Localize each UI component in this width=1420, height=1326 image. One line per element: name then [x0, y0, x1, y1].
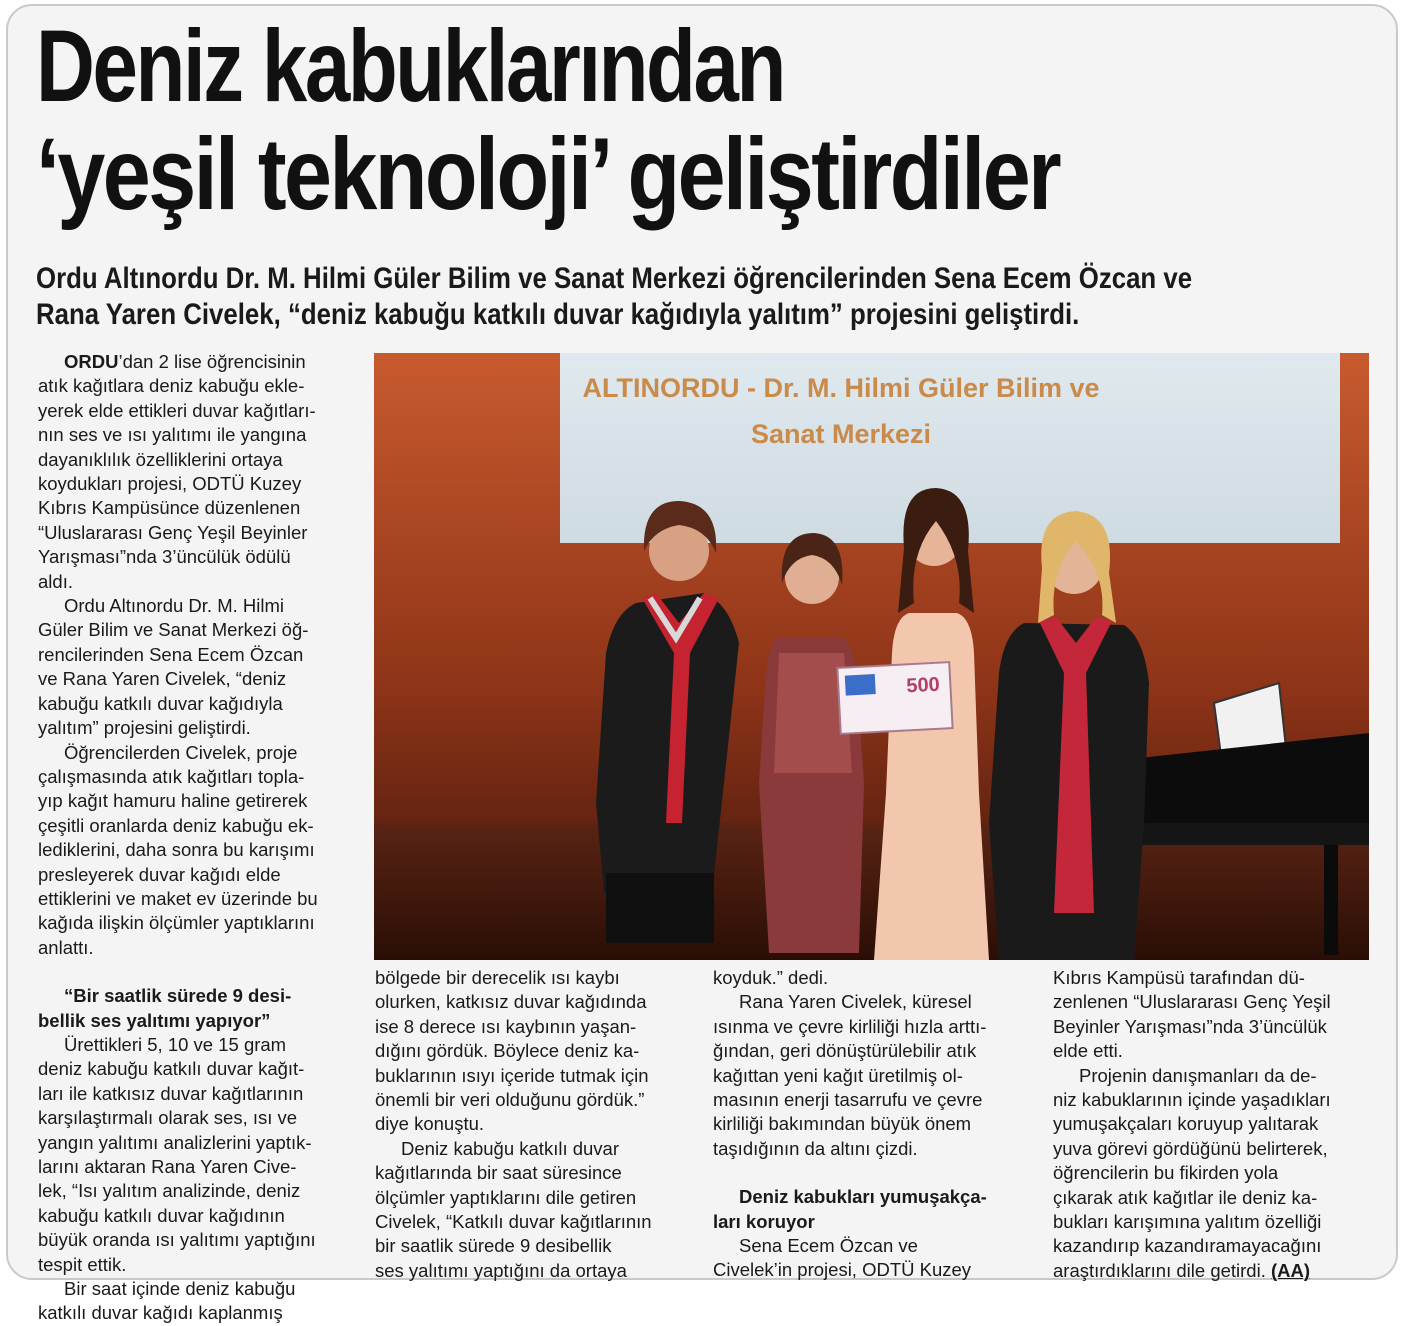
article-photo: [374, 353, 1369, 960]
text-line: olurken, katkısız duvar kağıdında: [375, 991, 647, 1013]
paragraph: [38, 594, 356, 740]
text-line: yalıtım” projesini geliştirdi.: [38, 717, 251, 739]
subheading: [713, 1185, 1031, 1234]
text-line: ise 8 derece ısı kaybının yaşan-: [375, 1015, 637, 1037]
deck-line: Ordu Altınordu Dr. M. Hilmi Güler Bilim ve Sanat Merkezi öğrencilerinden Sena Ecem Özcan ve: [36, 262, 1193, 295]
text-line: bukları karışımına yalıtım özelliği: [1053, 1211, 1322, 1233]
text-line: yangın yalıtımı analizlerini yaptık-: [38, 1131, 312, 1153]
text-line-content: araştırdıklarını dile getirdi.: [1053, 1259, 1266, 1281]
text-line: ğından, geri dönüştürülebilir atık: [713, 1040, 977, 1062]
text-line: önemli bir veri olduğunu gördük.”: [375, 1089, 645, 1111]
text-line: zenlenen “Uluslararası Genç Yeşil: [1053, 991, 1331, 1013]
text-line: karşılaştırmalı olarak ses, ısı ve: [38, 1107, 298, 1129]
text-line: Deniz kabuğu katkılı duvar: [401, 1137, 620, 1159]
text-line: anlattı.: [38, 936, 94, 958]
text-line: Rana Yaren Civelek, küresel: [739, 991, 972, 1013]
text-line: kazandırıp kazandıramayacağını: [1053, 1235, 1322, 1257]
paragraph: [375, 1137, 693, 1283]
spacer: [38, 960, 356, 984]
text-line: kabuğu katkılı duvar kağıdıyla: [38, 692, 283, 714]
text-line: Güler Bilim ve Sanat Merkezi öğ-: [38, 619, 309, 641]
text-line: presleyerek duvar kağıdı elde: [38, 863, 281, 885]
text-line: Yarışması”nda 3’üncülük ödülü: [38, 546, 291, 568]
text-line: Ordu Altınordu Dr. M. Hilmi: [64, 595, 285, 617]
text-line: ısınma ve çevre kirliliği hızla arttı-: [713, 1015, 987, 1037]
subheading: [38, 984, 356, 1033]
headline-line: ‘yeşil teknoloji’ geliştirdiler: [36, 117, 1060, 231]
subheading-line: “Bir saatlik sürede 9 desi-: [64, 985, 292, 1007]
text-line: deniz kabuğu katkılı duvar kağıt-: [38, 1058, 305, 1080]
text-line: Civelek, “Katkılı duvar kağıtlarının: [375, 1211, 652, 1233]
text-line: Civelek’in projesi, ODTÜ Kuzey: [713, 1259, 972, 1281]
text-line: buklarının ısıyı içeride tutmak için: [375, 1064, 649, 1086]
text-line: çıkarak atık kağıtlar ile deniz ka-: [1053, 1186, 1318, 1208]
text-line: [38, 350, 356, 374]
paragraph: [1053, 1064, 1371, 1284]
paragraph: [38, 741, 356, 961]
text-line: bir saatlik sürede 9 desibellik: [375, 1235, 612, 1257]
text-line: taşıdığının da altını çizdi.: [713, 1137, 918, 1159]
text-line: aldı.: [38, 570, 73, 592]
headline-line: Deniz kabuklarından: [36, 9, 784, 123]
award-ceremony-photo: [374, 353, 1369, 960]
screen-text: Sanat Merkezi: [750, 419, 932, 449]
text-line: lek, “Isı yalıtım analizinde, deniz: [38, 1180, 301, 1202]
column-2: [375, 966, 693, 1283]
screen-text: ALTINORDU - Dr. M. Hilmi Güler Bilim ve: [582, 373, 1100, 403]
text-line: kağıttan yeni kağıt üretilmiş ol-: [713, 1064, 963, 1086]
text-line: [1053, 1259, 1371, 1283]
text-line: yuva görevi gördüğünü belirterek,: [1053, 1137, 1328, 1159]
paragraph: [38, 350, 356, 594]
source-credit: (AA): [1270, 1259, 1311, 1281]
text-line: Bir saat içinde deniz kabuğu: [64, 1278, 296, 1300]
column-3: [713, 966, 1031, 1283]
text-line: Öğrencilerden Civelek, proje: [64, 741, 298, 763]
text-line: masının enerji tasarrufu ve çevre: [713, 1089, 983, 1111]
paragraph: [713, 966, 1031, 990]
text-line: ları ile katkısız duvar kağıtlarının: [38, 1082, 304, 1104]
deck: [36, 261, 1406, 333]
text-line: nın ses ve ısı yalıtımı ile yangına: [38, 424, 307, 446]
text-line: bölgede bir derecelik ısı kaybı: [375, 967, 620, 988]
text-line: niz kabuklarının içinde yaşadıkları: [1053, 1089, 1331, 1111]
text-line: Beyinler Yarışması”nda 3’üncülük: [1053, 1015, 1327, 1037]
text-line: ölçümler yaptıklarını dile getiren: [375, 1186, 637, 1208]
text-line: katkılı duvar kağıdı kaplanmış: [38, 1302, 283, 1324]
text-line: atık kağıtlara deniz kabuğu ekle-: [38, 375, 305, 397]
text-line: larını aktaran Rana Yaren Cive-: [38, 1156, 297, 1177]
deck-line: Rana Yaren Civelek, “deniz kabuğu katkılı duvar kağıdıyla yalıtım” projesini geliştirdi.: [36, 298, 1080, 331]
text-line: lediklerini, daha sonra bu karışımı: [38, 839, 315, 861]
text-line: büyük oranda ısı yalıtımı yaptığını: [38, 1229, 316, 1251]
text-line: rencilerinden Sena Ecem Özcan: [38, 643, 304, 665]
text-line: kabuğu katkılı duvar kağıdının: [38, 1204, 285, 1226]
text-line: tespit ettik.: [38, 1253, 127, 1275]
text-line: ses yalıtımı yaptığını da ortaya: [375, 1259, 627, 1281]
subheading-line: ları koruyor: [713, 1210, 815, 1232]
text-line: Kıbrıs Kampüsünce düzenlenen: [38, 497, 301, 519]
text-line: diye konuştu.: [375, 1113, 485, 1135]
text-line: çalışmasında atık kağıtları topla-: [38, 765, 305, 787]
text-line: Kıbrıs Kampüsü tarafından dü-: [1053, 967, 1305, 988]
text-line: Ürettikleri 5, 10 ve 15 gram: [64, 1033, 287, 1055]
spacer: [713, 1161, 1031, 1185]
text-line: ve Rana Yaren Civelek, “deniz: [38, 668, 287, 690]
text-line: Projenin danışmanları da de-: [1079, 1064, 1317, 1086]
text-line: çeşitli oranlarda deniz kabuğu ek-: [38, 814, 314, 836]
text-line: Sena Ecem Özcan ve: [739, 1235, 918, 1257]
text-line: elde etti.: [1053, 1040, 1123, 1062]
text-line: dayanıklılık özelliklerini ortaya: [38, 448, 283, 470]
text-line: ettiklerini ve maket ev üzerinde bu: [38, 887, 318, 909]
paragraph: [713, 1234, 1031, 1283]
text-line: kağıda ilişkin ölçümler yaptıklarını: [38, 912, 315, 934]
column-4: [1053, 966, 1371, 1283]
text-line: yumuşakçaları koruyup yalıtarak: [1053, 1113, 1319, 1135]
text-line: koydukları projesi, ODTÜ Kuzey: [38, 473, 302, 495]
check-amount: 500: [905, 673, 941, 698]
paragraph: [375, 966, 693, 1137]
column-1: [38, 350, 356, 1326]
text-line: yıp kağıt hamuru haline getirerek: [38, 790, 308, 812]
text-line: kağıtlarında bir saat süresince: [375, 1162, 622, 1184]
text-line: yerek elde ettikleri duvar kağıtları-: [38, 399, 316, 421]
text-line-rest: ’dan 2 lise öğrencisinin: [118, 351, 306, 372]
headline: [36, 9, 1396, 231]
prize-check: [837, 662, 952, 734]
text-line: “Uluslararası Genç Yeşil Beyinler: [38, 521, 308, 543]
text-line: öğrencilerin bu fikirden yola: [1053, 1162, 1279, 1184]
dateline: ORDU: [64, 351, 119, 372]
text-line: dığını gördük. Böylece deniz ka-: [375, 1040, 640, 1062]
paragraph: [713, 990, 1031, 1161]
paragraph: [1053, 966, 1371, 1064]
text-line: koyduk.” dedi.: [713, 967, 829, 988]
text-line: kirliliği bakımından büyük önem: [713, 1113, 972, 1135]
subheading-line: bellik ses yalıtımı yapıyor”: [38, 1009, 271, 1031]
paragraph: [38, 1033, 356, 1277]
subheading-line: Deniz kabukları yumuşakça-: [739, 1186, 987, 1208]
paragraph: [38, 1277, 356, 1326]
